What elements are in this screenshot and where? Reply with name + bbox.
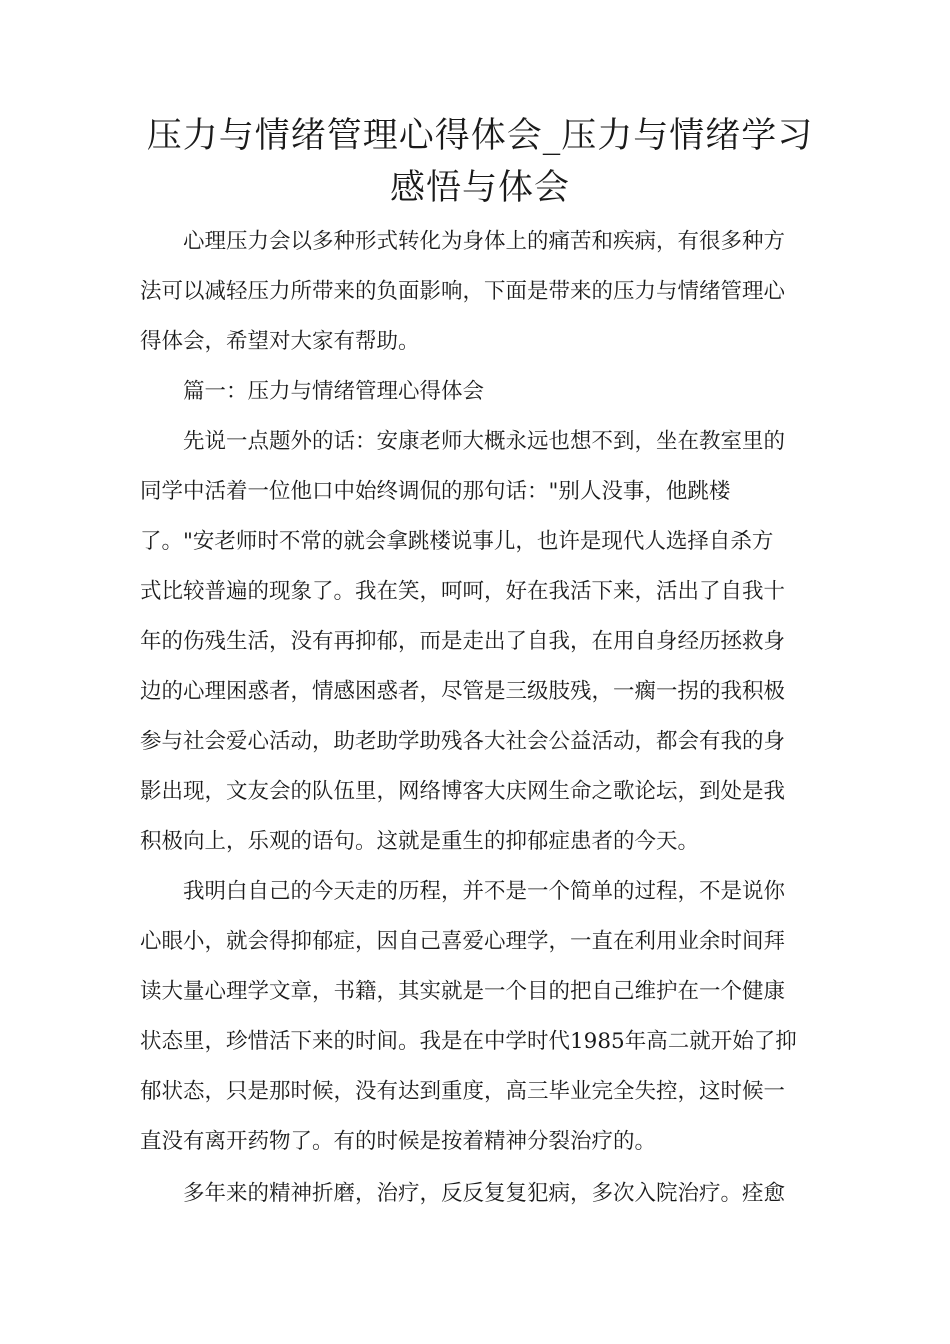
text-line: 影出现，文友会的队伍里，网络博客大庆网生命之歌论坛，到处是我 xyxy=(140,779,786,804)
text-line: 状态里，珍惜活下来的时间。我是在中学时代1985年高二就开始了抑 xyxy=(140,1029,797,1054)
text-line: 读大量心理学文章，书籍，其实就是一个目的把自己维护在一个健康 xyxy=(140,979,786,1004)
text-line: 心眼小，就会得抑郁症，因自己喜爱心理学，一直在利用业余时间拜 xyxy=(140,929,786,954)
text-line: 多年来的精神折磨，治疗，反反复复犯病，多次入院治疗。痊愈 xyxy=(140,1181,786,1206)
text-line: 得体会，希望对大家有帮助。 xyxy=(140,329,420,354)
text-line: 直没有离开药物了。有的时候是按着精神分裂治疗的。 xyxy=(140,1129,657,1154)
text-line: 边的心理困惑者，情感困惑者，尽管是三级肢残，一瘸一拐的我积极 xyxy=(140,679,786,704)
text-line: 法可以减轻压力所带来的负面影响，下面是带来的压力与情绪管理心 xyxy=(140,279,786,304)
document-title xyxy=(140,110,820,214)
title-line-1: 压力与情绪管理心得体会_压力与情绪学习 xyxy=(146,116,814,156)
text-line: 我明白自己的今天走的历程，并不是一个简单的过程，不是说你 xyxy=(140,879,786,904)
section-heading: 篇一：压力与情绪管理心得体会 xyxy=(140,379,485,404)
text-line: 先说一点题外的话：安康老师大概永远也想不到，坐在教室里的 xyxy=(140,429,786,454)
text-line: 参与社会爱心活动，助老助学助残各大社会公益活动，都会有我的身 xyxy=(140,729,786,754)
text-line: 同学中活着一位他口中始终调侃的那句话："别人没事，他跳楼 xyxy=(140,479,731,504)
text-line: 心理压力会以多种形式转化为身体上的痛苦和疾病，有很多种方 xyxy=(140,229,786,254)
title-line-2: 感悟与体会 xyxy=(389,168,570,208)
text-line: 年的伤残生活，没有再抑郁，而是走出了自我，在用自身经历拯救身 xyxy=(140,629,786,654)
text-line: 式比较普遍的现象了。我在笑，呵呵，好在我活下来，活出了自我十 xyxy=(140,579,786,604)
text-line: 郁状态，只是那时候，没有达到重度，高三毕业完全失控，这时候一 xyxy=(140,1079,786,1104)
text-line: 了。"安老师时不常的就会拿跳楼说事儿，也许是现代人选择自杀方 xyxy=(140,529,774,554)
text-line: 积极向上，乐观的语句。这就是重生的抑郁症患者的今天。 xyxy=(140,829,700,854)
